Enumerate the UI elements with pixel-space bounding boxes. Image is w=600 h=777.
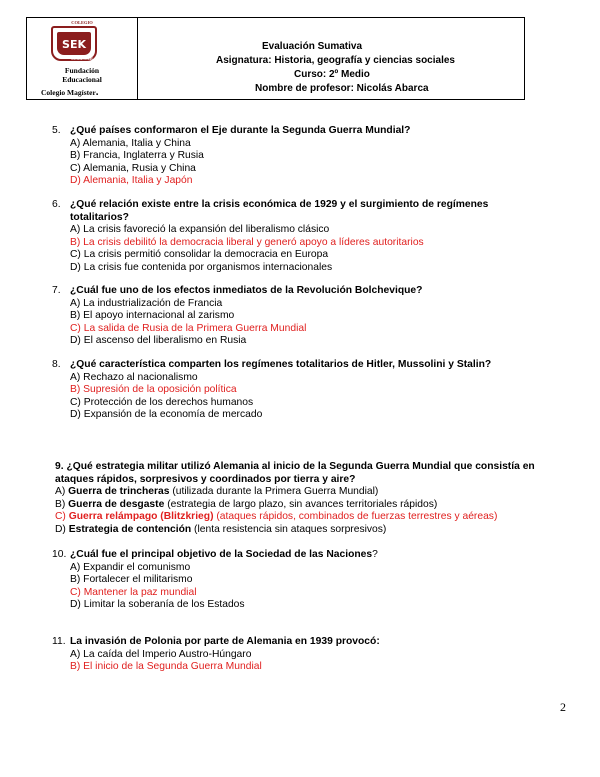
crest-top-text: COLEGIO [71, 20, 93, 25]
question-text: ¿Cuál fue uno de los efectos inmediatos de la Revolución Bolchevique? [70, 285, 423, 296]
document-header [26, 17, 525, 100]
option-a: A) Rechazo al nacionalismo [70, 371, 198, 383]
question-number: 10. [52, 549, 67, 560]
question-text: ¿Cuál fue el principal objetivo de la Sociedad de las Naciones? [70, 549, 378, 560]
question-text: ¿Qué característica comparten los regímenes totalitarios de Hitler, Mussolini y Stalin? [70, 359, 492, 370]
question-text: ¿Qué países conformaron el Eje durante la Segunda Guerra Mundial? [70, 125, 411, 136]
page-title: Evaluación Sumativa [262, 41, 363, 52]
option-d: D) Expansión de la economía de mercado [70, 409, 263, 421]
option-c: C) La crisis permitió consolidar la democracia en Europa [70, 249, 329, 261]
option-a: A) Alemania, Italia y China [70, 137, 191, 149]
option-b: B) Fortalecer el militarismo [70, 574, 193, 586]
logo-educational-label: Educacional [62, 75, 102, 84]
option-a: A) Guerra de trincheras (utilizada durante la Primera Guerra Mundial) [55, 486, 379, 498]
logo-school-name: Colegio Magíster. [41, 86, 99, 98]
option-b-correct: B) Supresión de la oposición política [70, 384, 237, 396]
option-c-correct: C) La salida de Rusia de la Primera Guerra Mundial [70, 322, 307, 334]
option-d: D) Limitar la soberanía de los Estados [70, 599, 245, 611]
option-c-correct: C) Mantener la paz mundial [70, 586, 197, 598]
question-11 [52, 636, 380, 674]
question-text-line2: ataques rápidos, sorpresivos y coordinados por tierra y aire? [55, 473, 356, 485]
crest-initials: SEK [57, 32, 91, 55]
question-7 [52, 285, 422, 348]
option-b-correct: B) El inicio de la Segunda Guerra Mundial [70, 661, 262, 673]
course-label: Curso: 2º Medio [294, 69, 370, 80]
option-a: A) La industrialización de Francia [70, 297, 223, 309]
school-logo-block [27, 18, 138, 99]
option-b-correct: B) La crisis debilitó la democracia liberal y generó apoyo a líderes autoritarios [70, 236, 424, 248]
question-number: 8. [52, 359, 61, 370]
subject-label: Asignatura: Historia, geografía y ciencias sociales [216, 55, 455, 66]
option-d: D) El ascenso del liberalismo en Rusia [70, 335, 247, 347]
option-b: B) Guerra de desgaste (estrategia de largo plazo, sin avances territoriales rápidos) [55, 498, 438, 510]
question-text-line1: 9. ¿Qué estrategia militar utilizó Alemania al inicio de la Segunda Guerra Mundial que consistía en [55, 461, 535, 472]
question-number: 5. [52, 125, 61, 136]
teacher-label: Nombre de profesor: Nicolás Abarca [255, 83, 429, 94]
option-c: C) Alemania, Rusia y China [70, 162, 196, 174]
option-b: B) Francia, Inglaterra y Rusia [70, 150, 204, 162]
question-6 [52, 199, 488, 275]
option-a: A) Expandir el comunismo [70, 561, 191, 573]
option-a: A) La crisis favoreció la expansión del liberalismo clásico [70, 224, 330, 236]
option-b: B) El apoyo internacional al zarismo [70, 310, 235, 322]
option-d: D) Estrategia de contención (lenta resistencia sin ataques sorpresivos) [55, 523, 387, 535]
question-number: 6. [52, 199, 61, 210]
question-text: La invasión de Polonia por parte de Alemania en 1939 provocó: [70, 636, 380, 647]
question-text-line1: ¿Qué relación existe entre la crisis económica de 1929 y el surgimiento de regímenes [70, 199, 489, 210]
option-c-correct: C) Guerra relámpago (Blitzkrieg) (ataques rápidos, combinados de fuerzas terrestres y aéreas) [55, 511, 498, 523]
question-number: 7. [52, 285, 61, 296]
header-info [138, 18, 524, 99]
question-8 [52, 359, 491, 422]
logo-foundation-label: Fundación [64, 66, 100, 75]
page-number: 2 [560, 700, 566, 714]
option-c: C) Protección de los derechos humanos [70, 396, 254, 408]
question-5 [52, 125, 410, 188]
question-10 [52, 549, 378, 612]
crest-bottom-text: MAGISTER [71, 56, 93, 61]
option-d-correct: D) Alemania, Italia y Japón [70, 175, 193, 187]
question-number: 11. [52, 636, 66, 647]
question-9 [55, 461, 535, 537]
question-text-line2: totalitarios? [70, 211, 129, 223]
option-a: A) La caída del Imperio Austro-Húngaro [70, 648, 252, 660]
option-d: D) La crisis fue contenida por organismos internacionales [70, 261, 333, 273]
